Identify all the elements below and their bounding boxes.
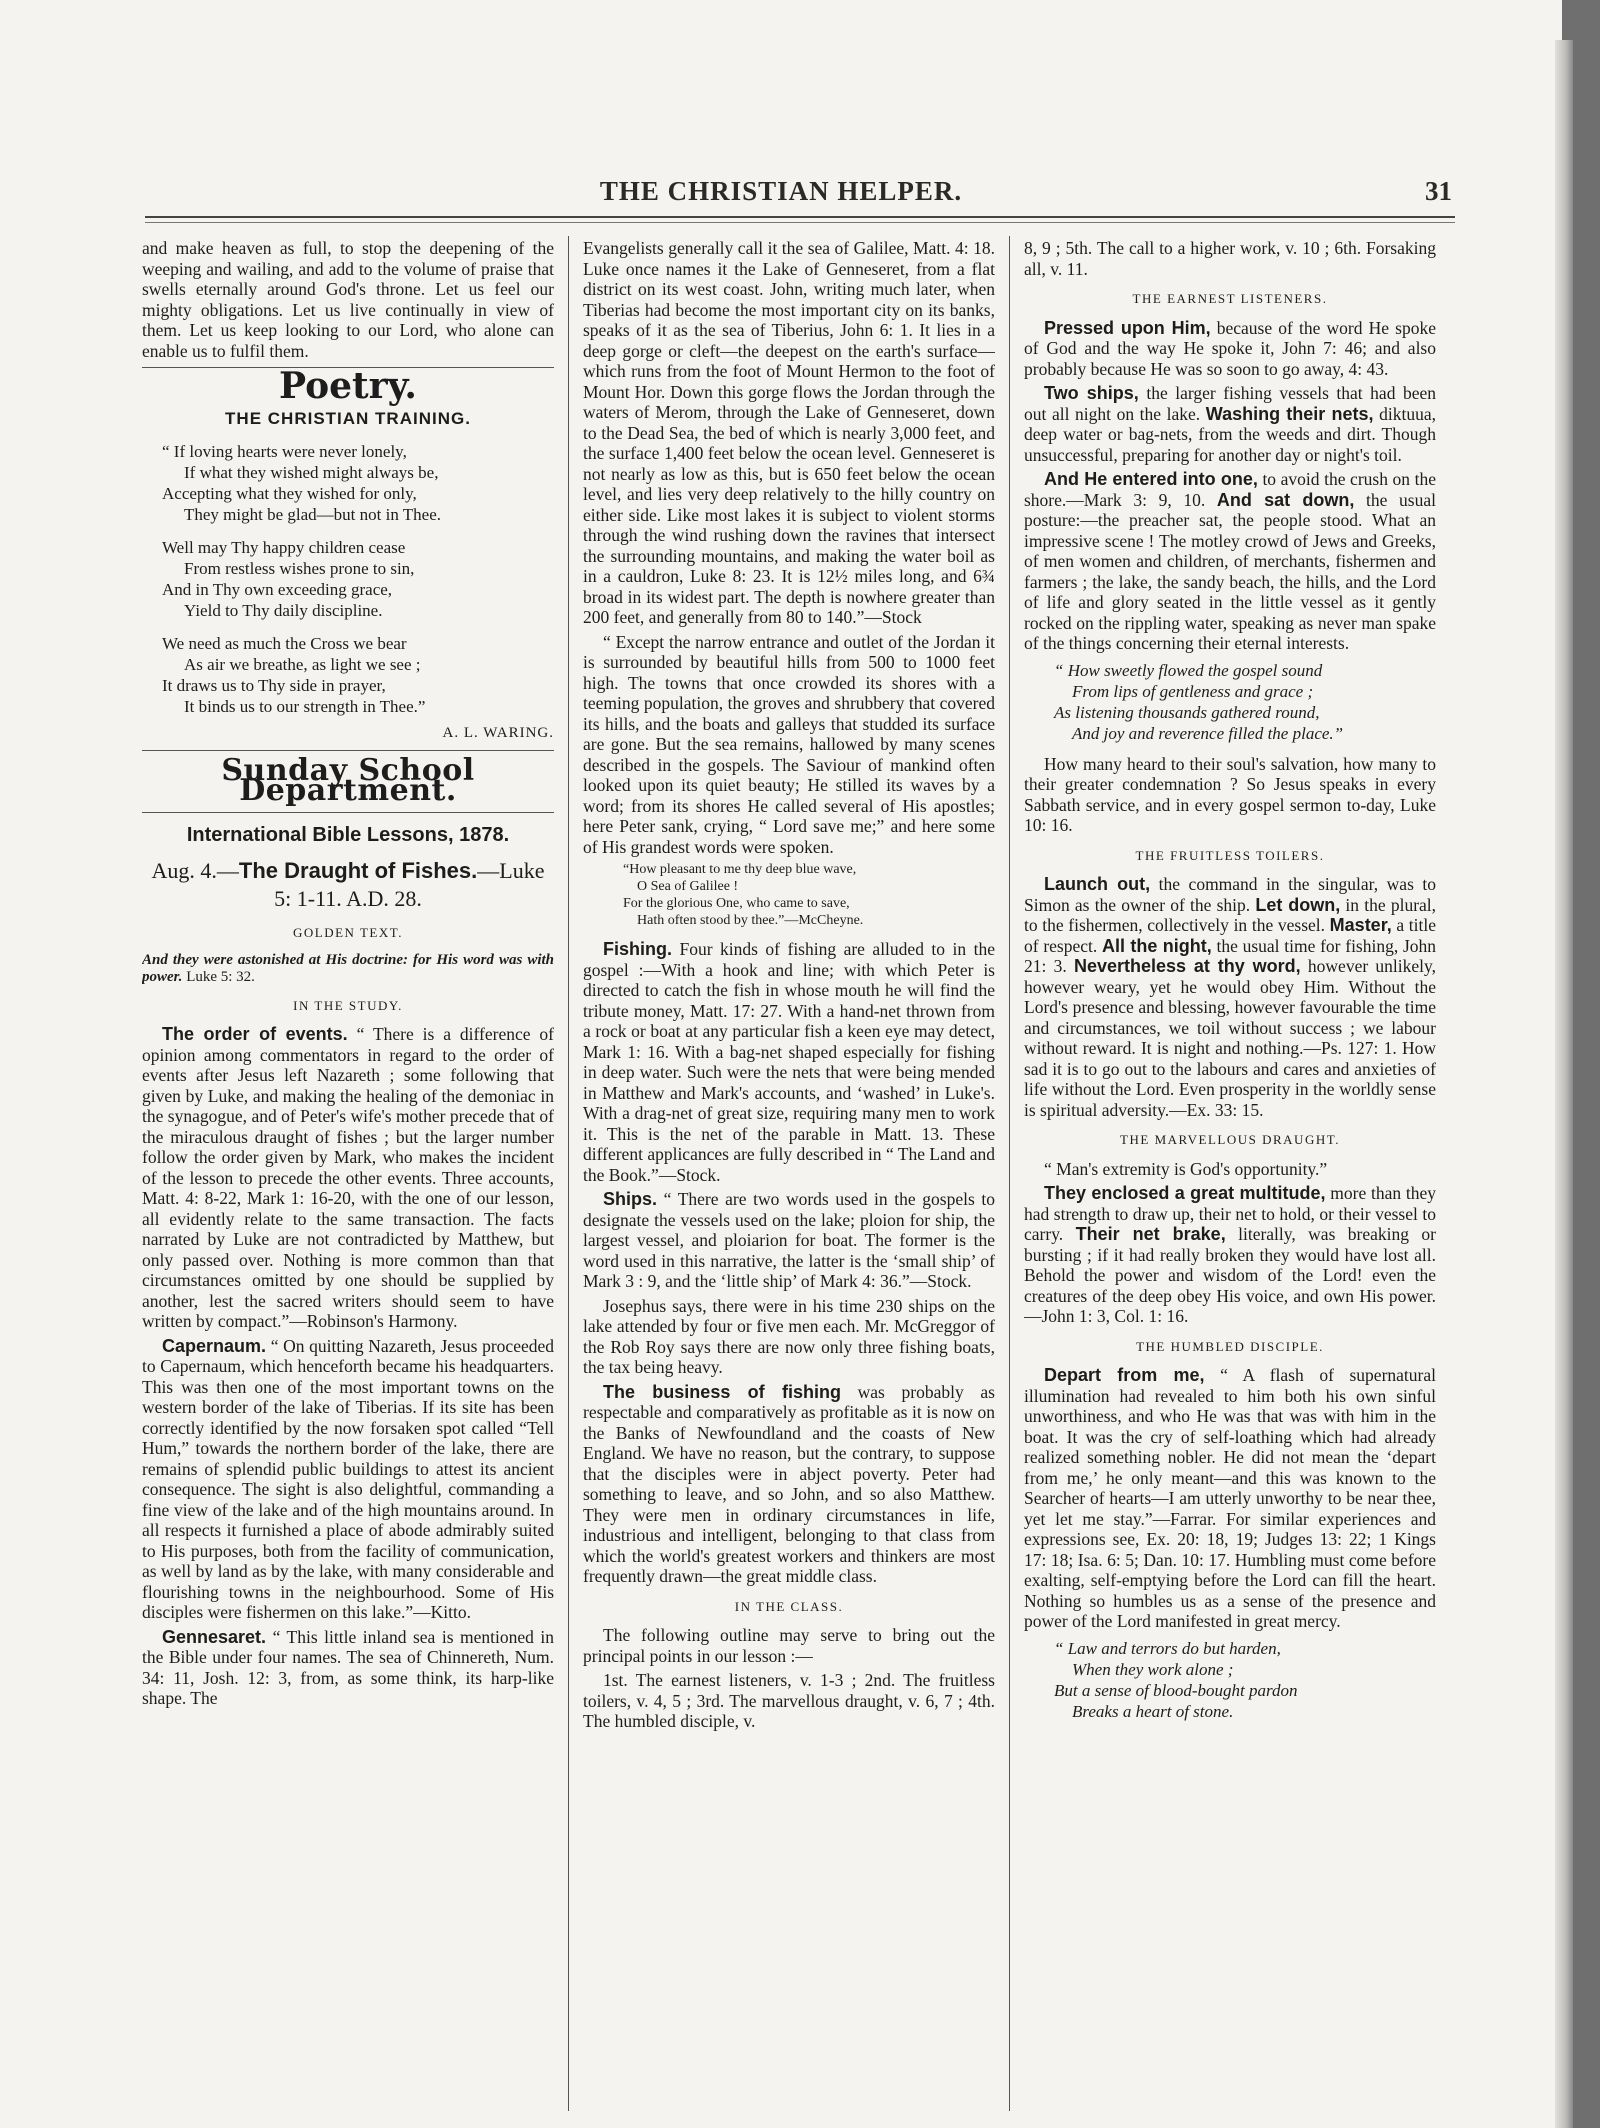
quote-line: O Sea of Galilee ! bbox=[637, 879, 739, 894]
lesson-name: The Draught of Fishes. bbox=[238, 858, 478, 883]
section-divider bbox=[142, 750, 554, 751]
subheading: THE EARNEST LISTENERS. bbox=[1132, 291, 1328, 306]
lesson-date: Aug. 4.— bbox=[151, 858, 239, 883]
paragraph bbox=[1024, 383, 1436, 465]
poem-title: THE CHRISTIAN TRAINING. bbox=[225, 408, 471, 428]
paragraph-text: because of the word He spoke of God and the way He spoke it, John 7: 46; and also probably because He was so soon to go away, 4: 43. bbox=[1024, 317, 1436, 379]
header-rule bbox=[145, 216, 1455, 218]
poem-line: Accepting what they wished for only, bbox=[162, 484, 417, 503]
paragraph: The following outline may serve to bring out the principal points in our lesson :— bbox=[583, 1625, 995, 1666]
lead-phrase: Two ships, bbox=[1044, 383, 1139, 403]
quote-line: From lips of gentleness and grace ; bbox=[1072, 681, 1314, 701]
poem-line: It draws us to Thy side in prayer, bbox=[162, 676, 386, 695]
lead-phrase: Ships. bbox=[603, 1189, 658, 1209]
lead-phrase: They enclosed a great multitude, bbox=[1044, 1183, 1326, 1203]
lead-phrase: Fishing. bbox=[603, 939, 672, 959]
paragraph-text: “ This little inland sea is mentioned in the Bible under four names. The sea of Chinnereth, Num. 34: 11, Josh. 12: 3, from, as some think, its harp-like shape. The bbox=[142, 1626, 554, 1708]
column-3 bbox=[1024, 238, 1436, 2113]
poem-line: As air we breathe, as light we see ; bbox=[184, 655, 421, 674]
poem bbox=[162, 441, 554, 717]
paragraph-text: literally, was breaking or bursting ; if it had really broken they would have lost all. Behold the power and wisdom of the Lord! even the creatures of the deep obey His voice, and own His power. —John 1: 3, Col. 1: 16. bbox=[1024, 1224, 1436, 1326]
paragraph-text: to avoid the crush on the shore.—Mark 3: 9, 10. bbox=[1024, 469, 1436, 510]
paragraph: 8, 9 ; 5th. The call to a higher work, v. 10 ; 6th. Forsaking all, v. 11. bbox=[1024, 238, 1436, 279]
paragraph-text: “ There is a difference of opinion among commentators in regard to the order of events after Jesus left Nazareth ; some following that given by Luke, and making the healing of the demoniac in the synagogue, and of Peter's wife's mother precede that of the miraculous draught of fishes ; but the larger number follow the order given by Mark, who makes the incident of the lesson to precede the other events. Three accounts, Matt. 4: 8-22, Mark 1: 16-20, with the one of our lesson, all evidently relate to the same transaction. The facts narrated by Luke are not contradicted by Matthew, but only passed over. Nothing is more common than that circumstances omitted by one should be supplied by another, lest the sacred writers should seem to have written by compact.”—Robinson's Harmony. bbox=[142, 1024, 554, 1331]
quote-line: “ Law and terrors do but harden, bbox=[1054, 1638, 1281, 1658]
column-1 bbox=[142, 238, 554, 2113]
column-rule bbox=[1009, 236, 1010, 2111]
lead-phrase: And He entered into one, bbox=[1044, 469, 1258, 489]
poem-author: A. L. WARING. bbox=[442, 725, 554, 741]
verse-quote bbox=[1054, 660, 1436, 744]
paragraph-text: however unlikely, however weary, yet he would obey Him. Without the Lord's presence and blessing, however favourable the time and circumstances, we toil without success ; we labour without reward. It is night and nothing.—Ps. 127: 1. How sad it is to go out to the labours and cares and anxieties of life without the Lord. Even prosperity in the worldly sense is spiritual adversity.—Ex. 33: 15. bbox=[1024, 956, 1436, 1120]
quote-line: As listening thousands gathered round, bbox=[1054, 702, 1320, 722]
page-number: 31 bbox=[1425, 176, 1452, 206]
poem-line: We need as much the Cross we bear bbox=[162, 634, 407, 653]
quote-line: For the glorious One, who came to save, bbox=[623, 896, 850, 911]
lead-phrase: The business of fishing bbox=[603, 1381, 841, 1402]
lesson-ref: 5: 1-11. A.D. 28. bbox=[274, 886, 422, 911]
paragraph-text: Four kinds of fishing are alluded to in the gospel :—With a hook and line; with which Peter is directed to catch the fish in whose mouth he will find the tribute money, Matt. 17: 27. With a hand-net thrown from a rock or boat at any particular fish a keen eye may detect, Mark 1: 16. With a bag-net shaped especially for fishing in deep water. Such were the nets that were being mended in Matthew and Mark's accounts, and ‘washed’ in Luke's. With a drag-net of great size, requiring many men to work it. This is the net of the parable in Matt. 13. These different applicances are fully described in “ The Land and the Book.”—Stock. bbox=[583, 939, 995, 1185]
header-rule-thin bbox=[145, 222, 1455, 223]
verse-quote bbox=[623, 861, 995, 929]
poetry-heading: Poetry. bbox=[279, 365, 417, 407]
paragraph: Evangelists generally call it the sea of Galilee, Matt. 4: 18. Luke once names it the Lake of Genneseret, from a flat district on its west coast. John, writing much later, when Tiberias had become the most important city on its banks, speaks of it as the sea of Tiberius, John 6: 1. It lies in a deep gorge or cleft—the deepest on the earth's surface—which runs from the foot of Mount Hermon to the foot of Mount Hor. Down this gorge flows the Jordan through the waters of Merom, through the Lake of Genneseret, down to the Dead Sea, the bed of which is nearly 3,000 feet, and the surface 1,400 feet below the ocean level. Genneseret is not nearly as low as this, but is 650 feet below the ocean level, and lies very deep relatively to the hilly country on either side. Like most lakes it is subject to violent storms through the wind rushing down the ravines that intersect the surrounding mountains, and making the water boil as in a cauldron, Luke 8: 23. It is 12½ miles long, and 6¾ broad in its widest part. The depth is nowhere greater than 200 feet, and generally from 80 to 140.”—Stock bbox=[583, 238, 995, 627]
golden-text-ref: Luke 5: 32. bbox=[186, 968, 255, 985]
quote-line: When they work alone ; bbox=[1072, 1659, 1234, 1679]
paragraph: How many heard to their soul's salvation, how many to their greater condemnation ? So Jesus speaks in every Sabbath service, and in every gospel sermon to-day, Luke 10: 16. bbox=[1024, 753, 1436, 835]
paragraph-text: “ On quitting Nazareth, Jesus proceeded to Capernaum, which henceforth became his headquarters. This was then one of the most important towns on the western border of the lake of Tiberias. If its site has been correctly identified by the now forsaken spot called “Tell Hum,” towards the northern border of the lake, there are remains of splendid public buildings to attest its ancient consequence. The sight is also delightful, commanding a fine view of the lake and of the high mountains around. In all respects it furnished a place of abode admirably suited to His purposes, both from the facility of communication, as well by land as by the lake, with many considerable and flourishing towns in the neighbourhood. Some of His disciples were fishermen on this lake.”—Kitto. bbox=[142, 1335, 554, 1622]
column-rule bbox=[568, 236, 569, 2111]
quote-line: Hath often stood by thee.”—McCheyne. bbox=[637, 913, 864, 928]
lead-phrase: Pressed upon Him, bbox=[1044, 317, 1211, 338]
poem-line: Yield to Thy daily discipline. bbox=[184, 601, 383, 620]
golden-text-body: And they were astonished at His doctrine: for His word was with power. bbox=[142, 951, 554, 985]
lead-phrase: And sat down, bbox=[1216, 489, 1355, 510]
paragraph-text: more than they had strength to draw up, their net to hold, or their vessel to carry. bbox=[1024, 1183, 1436, 1244]
paragraph bbox=[583, 939, 995, 1185]
lesson-ref-book: —Luke bbox=[477, 858, 545, 883]
lead-phrase: Let down, bbox=[1255, 894, 1341, 915]
paragraph bbox=[1024, 1183, 1436, 1327]
paragraph bbox=[142, 1336, 554, 1623]
poem-line: It binds us to our strength in Thee.” bbox=[184, 697, 426, 716]
section-divider bbox=[142, 812, 554, 813]
quote-line: Breaks a heart of stone. bbox=[1072, 1701, 1234, 1721]
lessons-heading: International Bible Lessons, 1878. bbox=[186, 823, 510, 846]
paragraph bbox=[142, 1024, 554, 1332]
paragraph: and make heaven as full, to stop the deepening of the weeping and wailing, and add to the volume of praise that swells eternally around God's throne. Let us feel our mighty obligations. Let us live continually in view of them. Let us keep looking to our Lord, who alone can enable us to fulfil them. bbox=[142, 238, 554, 361]
poem-line: “ If loving hearts were never lonely, bbox=[162, 442, 407, 461]
lead-phrase: Master, bbox=[1329, 915, 1392, 935]
lead-phrase: Their net brake, bbox=[1075, 1224, 1226, 1244]
paragraph bbox=[583, 1382, 995, 1587]
paragraph: “ Man's extremity is God's opportunity.” bbox=[1044, 1158, 1328, 1179]
lead-phrase: All the night, bbox=[1102, 935, 1212, 956]
paragraph-text: the usual posture:—the preacher sat, the people stood. What an impressive scene ! The motley crowd of Jews and Greeks, of men women and children, of merchants, fishermen and farmers ; the lake, the sandy beach, the hills, and the Lord of life and glory seated in the little vessel as it gently rocked on the rippling water, speaking as never man spake of the things concerning their eternal interests. bbox=[1024, 489, 1436, 653]
study-heading: IN THE STUDY. bbox=[293, 997, 403, 1013]
paragraph-text: “ A flash of supernatural illumination had revealed to him both his own sinful unworthiness, and who He was that was with him in the boat. It was the cry of self-loathing which had already realized something nobler. He did not mean the ‘depart from me,’ he only meant—and this was known to the Searcher of hearts—I am utterly unworthy to be near thee, yet let me stay.”—Farrar. For similar experiences and expressions see, Ex. 20: 18, 19; Judges 13: 22; 1 Kings 17: 18; Isa. 6: 5; Dan. 10: 17. Humbling must come before exalting, self-emptying before the Lord can fill the heart. Nothing so humbles us as a sense of the presence and power of the Lord manifested in great mercy. bbox=[1024, 1365, 1436, 1631]
quote-line: And joy and reverence filled the place.” bbox=[1072, 723, 1344, 743]
lead-phrase: The order of events. bbox=[162, 1024, 348, 1044]
paragraph bbox=[142, 1627, 554, 1709]
lead-phrase: Washing their nets, bbox=[1205, 403, 1374, 424]
lesson-title bbox=[142, 857, 554, 913]
paragraph-text: was probably as respectable and comparatively as profitable as it is now on the Banks of Newfoundland and the coasts of New England. We have no reason, but the contrary, to suppose that the disciples were in abject poverty. Peter had something to leave, and so John, and so also Matthew. They were men in ordinary circumstances in life, industrious and intelligent, belonging to that class from which the world's greatest workers and thinkers are most frequently drawn—the great middle class. bbox=[583, 1381, 995, 1586]
quote-line: “ How sweetly flowed the gospel sound bbox=[1054, 660, 1323, 680]
paragraph: 1st. The earnest listeners, v. 1-3 ; 2nd. The fruitless toilers, v. 4, 5 ; 3rd. The marvellous draught, v. 6, 7 ; 4th. The humbled disciple, v. bbox=[583, 1670, 995, 1731]
paragraph bbox=[1024, 469, 1436, 654]
poem-line: Well may Thy happy children cease bbox=[162, 538, 406, 557]
poem-line: If what they wished might always be, bbox=[184, 463, 439, 482]
subheading: THE FRUITLESS TOILERS. bbox=[1135, 847, 1325, 863]
paragraph bbox=[1024, 1365, 1436, 1632]
poem-line: And in Thy own exceeding grace, bbox=[162, 580, 393, 599]
class-heading: IN THE CLASS. bbox=[734, 1598, 844, 1614]
lead-phrase: Depart from me, bbox=[1044, 1365, 1205, 1385]
lead-phrase: Launch out, bbox=[1044, 874, 1151, 894]
paragraph-text: the usual time for fishing, John 21: 3. bbox=[1024, 935, 1436, 976]
column-2 bbox=[583, 238, 995, 2113]
paragraph-text: a title of respect. bbox=[1024, 915, 1436, 956]
poem-line: From restless wishes prone to sin, bbox=[184, 559, 415, 578]
paragraph bbox=[1024, 874, 1436, 1120]
paragraph-text: “ There are two words used in the gospels to designate the vessels used on the lake; ploion for ship, the largest vessel, and ploiarion for boat. The former is the word used in this narrative, the latter is the ‘small ship’ of Mark 3 : 9, and the ‘little ship’ of Mark 4: 36.”—Stock. bbox=[583, 1189, 995, 1291]
lead-phrase: Capernaum. bbox=[162, 1335, 267, 1356]
lead-phrase: Nevertheless at thy word, bbox=[1073, 956, 1301, 976]
paragraph bbox=[1024, 318, 1436, 380]
verse-quote bbox=[1054, 1638, 1436, 1722]
paragraph-text: in the plural, to the fishermen, collectively in the vessel. bbox=[1024, 894, 1436, 935]
poem-line: They might be glad—but not in Thee. bbox=[184, 505, 442, 524]
paragraph-text: the larger fishing vessels that had been out all night on the lake. bbox=[1024, 383, 1436, 424]
golden-text-heading: GOLDEN TEXT. bbox=[293, 925, 403, 940]
paragraph-text: diktuua, deep water or bag-nets, from the weeds and dirt. Though unsuccessful, preparing for another day or night's toil. bbox=[1024, 403, 1436, 465]
subheading: THE MARVELLOUS DRAUGHT. bbox=[1120, 1132, 1340, 1147]
quote-line: “How pleasant to me thy deep blue wave, bbox=[623, 862, 857, 877]
paragraph: “ Except the narrow entrance and outlet of the Jordan it is surrounded by beautiful hills from 500 to 1000 feet high. The towns that once crowded its shores with a teeming population, the groves and shrubbery that covered its hills, and the boats and galleys that studded its surface are gone. But the sea remains, hallowed by many scenes described in the gospels. The Saviour of mankind often looked upon its quiet beauty; He stilled its waves by a word; from its shores He called several of His apostles; here Peter sank, crying, “ Lord save me;” and here some of His grandest words were spoken. bbox=[583, 631, 995, 857]
paragraph-text: the command in the singular, was to Simon as the owner of the ship. bbox=[1024, 874, 1436, 915]
department-heading: Sunday School Department. bbox=[221, 752, 475, 808]
page-edge-shadow bbox=[1555, 40, 1573, 2128]
paragraph: Josephus says, there were in his time 230 ships on the lake attended by four or five men each. Mr. McGreggor of the Rob Roy says there are now only three fishing boats, the tax being heavy. bbox=[583, 1295, 995, 1377]
subheading: THE HUMBLED DISCIPLE. bbox=[1136, 1338, 1324, 1354]
paragraph bbox=[583, 1189, 995, 1292]
golden-text bbox=[142, 952, 554, 986]
running-header-title: THE CHRISTIAN HELPER. bbox=[599, 176, 963, 206]
quote-line: But a sense of blood-bought pardon bbox=[1054, 1680, 1298, 1700]
lead-phrase: Gennesaret. bbox=[162, 1626, 267, 1647]
